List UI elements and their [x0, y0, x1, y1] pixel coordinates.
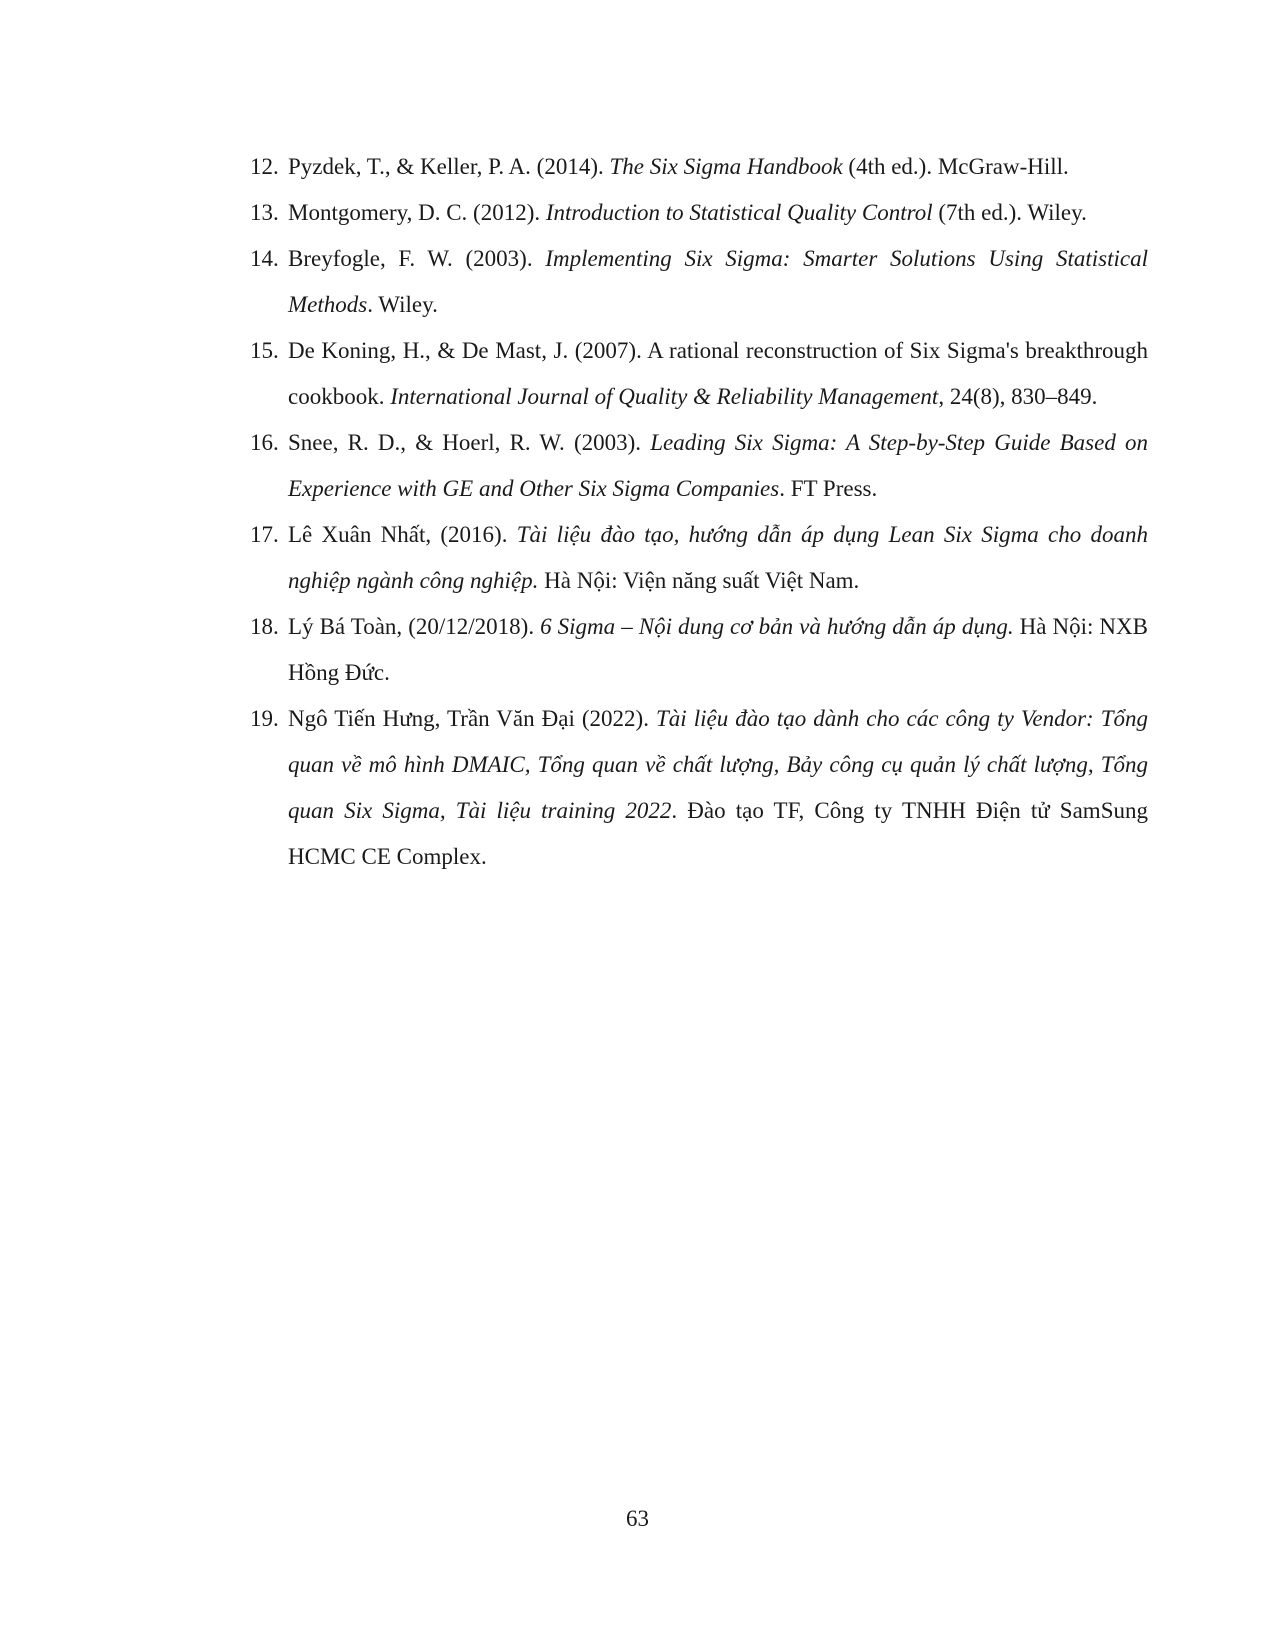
reference-authors: Lê Xuân Nhất, (2016).	[288, 522, 517, 547]
reference-number: 16.	[250, 430, 279, 455]
reference-publisher: (7th ed.). Wiley.	[932, 200, 1087, 225]
reference-title: Introduction to Statistical Quality Control	[545, 200, 933, 225]
reference-authors: De Koning, H., & De Mast, J. (2007). A rational reconstruction of Six Sigma's breakthrough cookbook.	[288, 338, 1148, 409]
reference-item-12	[250, 144, 1148, 190]
reference-publisher: , 24(8), 830–849.	[938, 384, 1098, 409]
reference-list	[250, 144, 1148, 880]
reference-title: International Journal of Quality & Reliability Management	[390, 384, 939, 409]
reference-title: Implementing Six Sigma: Smarter Solutions Using Statistical Methods	[288, 246, 1149, 317]
reference-item-18	[250, 604, 1148, 696]
reference-title: Tài liệu đào tạo, hướng dẫn áp dụng Lean Six Sigma cho doanh nghiệp ngành công nghiệp.	[288, 522, 1148, 593]
reference-number: 12.	[250, 154, 279, 179]
reference-authors: Lý Bá Toàn, (20/12/2018).	[288, 614, 541, 639]
reference-item-15	[250, 328, 1148, 420]
reference-item-13	[250, 190, 1148, 236]
reference-publisher: . FT Press.	[779, 476, 878, 501]
reference-number: 13.	[250, 200, 279, 225]
reference-publisher: (4th ed.). McGraw-Hill.	[842, 154, 1069, 179]
reference-item-16	[250, 420, 1148, 512]
reference-item-14	[250, 236, 1148, 328]
reference-publisher: Hà Nội: NXB Hồng Đức.	[288, 614, 1148, 685]
reference-item-17	[250, 512, 1148, 604]
reference-authors: Pyzdek, T., & Keller, P. A. (2014).	[288, 154, 610, 179]
page-number: 63	[626, 1506, 649, 1531]
reference-number: 14.	[250, 246, 279, 271]
reference-authors: Breyfogle, F. W. (2003).	[288, 246, 546, 271]
reference-authors: Ngô Tiến Hưng, Trần Văn Đại (2022).	[288, 706, 657, 731]
reference-number: 18.	[250, 614, 279, 639]
reference-publisher: Hà Nội: Viện năng suất Việt Nam.	[538, 568, 860, 593]
reference-title: The Six Sigma Handbook	[609, 154, 843, 179]
reference-title: 6 Sigma – Nội dung cơ bản và hướng dẫn áp dụng.	[540, 614, 1014, 639]
reference-authors: Snee, R. D., & Hoerl, R. W. (2003).	[288, 430, 651, 455]
reference-publisher: . Đào tạo TF, Công ty TNHH Điện tử SamSung HCMC CE Complex.	[288, 798, 1148, 869]
reference-authors: Montgomery, D. C. (2012).	[288, 200, 546, 225]
reference-number: 17.	[250, 522, 279, 547]
reference-title: Leading Six Sigma: A Step-by-Step Guide Based on Experience with GE and Other Six Sigma Companies	[288, 430, 1148, 501]
reference-number: 15.	[250, 338, 279, 363]
reference-number: 19.	[250, 706, 279, 731]
reference-title: Tài liệu đào tạo dành cho các công ty Vendor: Tổng quan về mô hình DMAIC, Tổng quan về chất lượng, Bảy công cụ quản lý chất lượng, Tổng quan Six Sigma, Tài liệu training 2022	[288, 706, 1149, 823]
reference-item-19	[250, 696, 1148, 880]
reference-publisher: . Wiley.	[367, 292, 438, 317]
